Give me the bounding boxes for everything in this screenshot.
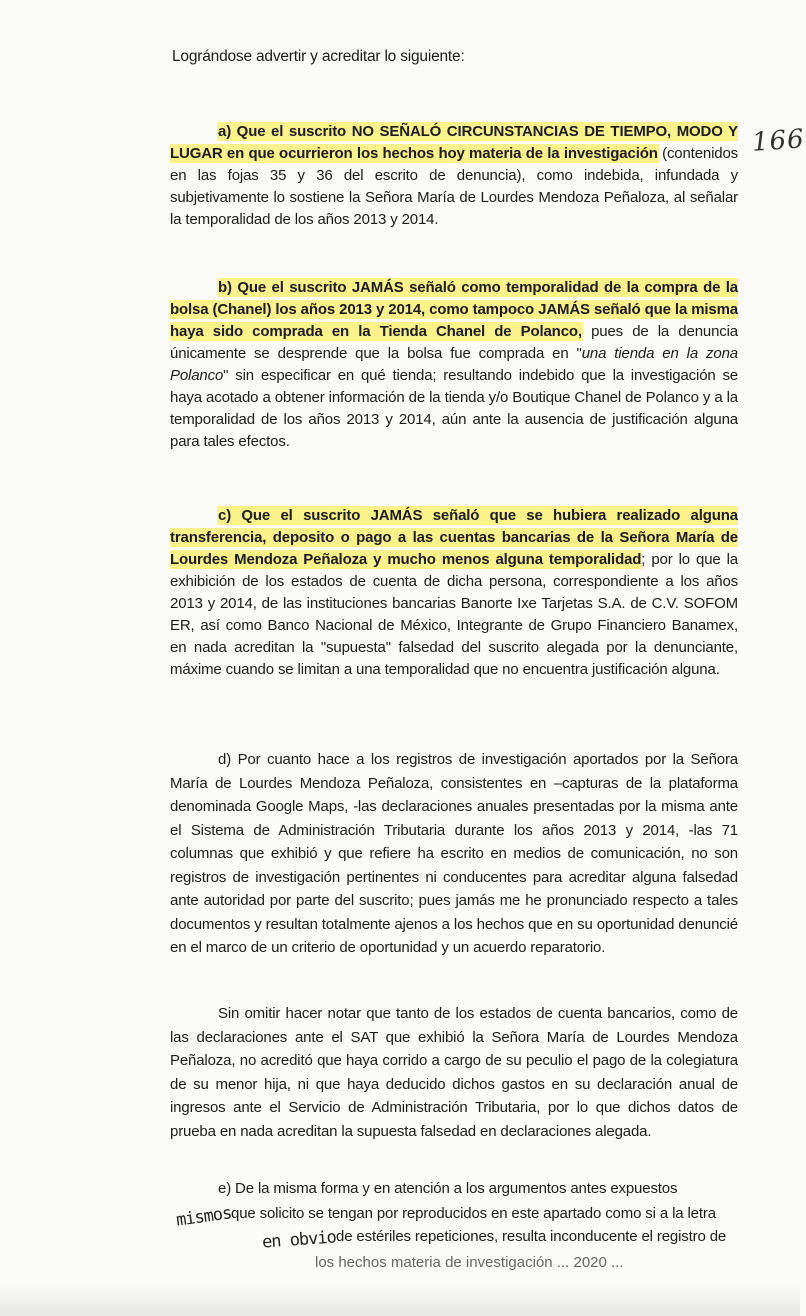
paragraph-c-rest: ; por lo que la exhibición de los estados de cuenta de dicha persona, correspondiente a los años 2013 y 2014, de las instituciones bancarias Banorte Ixe Tarjetas S.A. de C.V. SOFOM ER, así como Banco Nacional de México, Integrante de Grupo Financiero Banamex, en nada acreditan la "supuesta" falsedad del suscrito alegada por la denunciante, máxime cuando se limitan a una temporalidad que no encuentra justificación alguna. (170, 551, 738, 678)
paragraph-a (170, 121, 738, 231)
paragraph-b-quote: una tienda en la zona Polanco (170, 345, 738, 384)
paragraph-b (170, 277, 738, 453)
paragraph-a-rest: (contenidos en las fojas 35 y 36 del escrito de denuncia), como indebida, infundada y subjetivamente lo sostiene la Señora María de Lourdes Mendoza Peñaloza, al señalar la temporalidad de los años 2013 y 2014. (170, 145, 739, 228)
highlight-b: b) Que el suscrito JAMÁS señaló como temporalidad de la compra de la bolsa (Chanel) los años 2013 y 2014, como tampoco JAMÁS señaló que la misma haya sido comprada en la Tienda Chanel de Polanco, (170, 279, 738, 340)
handwritten-page-number: 166 (751, 124, 806, 158)
paragraph-d: d) Por cuanto hace a los registros de investigación aportados por la Señora María de Lourdes Mendoza Peñaloza, consistentes en –capturas de la plataforma denominada Google Maps, -las declaraciones anuales presentadas por la misma ante el Sistema de Administración Tributaria durante los años 2013 y 2014, -las 71 columnas que exhibió y que refiere ha escrito en medios de comunicación, no son registros de investigación pertinentes ni conducentes para acreditar alguna falsedad ante autoridad por parte del suscrito; pues jamás me he pronunciado respecto a tales documentos y resultan totalmente ajenos a los hechos que en su oportunidad denuncié en el marco de un criterio de oportunidad y un acuerdo reparatorio. (170, 751, 738, 956)
paragraph-e-line-2: que solicito se tengan por reproducidos en este apartado como si a la letra (231, 1205, 716, 1222)
cut-off-line: los hechos materia de investigación ... 2020 ... (315, 1254, 624, 1271)
paragraph-b-text-2: " sin especificar en qué tienda; resultando indebido que la investigación se haya acotado a obtener información de la tienda y/o Boutique Chanel de Polanco y a la temporalidad de los años 2013 y 2014, aún ante la ausencia de justificación alguna para tales efectos. (170, 367, 738, 450)
handwritten-insert-en-obvio: en obvio (261, 1227, 337, 1253)
paragraph-b-text-1: pues de la denuncia únicamente se desprende que la bolsa fue comprada en " (170, 323, 738, 362)
highlight-c: c) Que el suscrito JAMÁS señaló que se hubiera realizado alguna transferencia, deposito o pago a las cuentas bancarias de la Señora María de Lourdes Mendoza Peñaloza y mucho menos alguna temporalidad (170, 507, 738, 568)
page-bottom-shadow (0, 1282, 800, 1316)
paragraph-c (170, 505, 738, 681)
handwritten-insert-mismos: mismos (174, 1203, 233, 1231)
paragraph-e-line-1: e) De la misma forma y en atención a los argumentos antes expuestos (218, 1180, 678, 1197)
highlight-a: a) Que el suscrito NO SEÑALÓ CIRCUNSTANCIAS DE TIEMPO, MODO Y LUGAR en que ocurrieron los hechos hoy materia de la investigación (170, 123, 738, 162)
paragraph-e-line-3: de estériles repeticiones, resulta inconducente el registro de (336, 1228, 727, 1245)
section-heading: Lográndose advertir y acreditar lo siguiente: (172, 48, 465, 65)
paragraph-sin-omitir: Sin omitir hacer notar que tanto de los estados de cuenta bancarios, como de las declaraciones ante el SAT que exhibió la Señora María de Lourdes Mendoza Peñaloza, no acreditó que haya corrido a cargo de su peculio el pago de la colegiatura de su menor hija, ni que haya deducido dichos gastos en su declaración anual de ingresos ante el Servicio de Administración Tributaria, por lo que dichos datos de prueba en nada acreditan la supuesta falsedad en declaraciones alegada. (170, 1005, 738, 1140)
